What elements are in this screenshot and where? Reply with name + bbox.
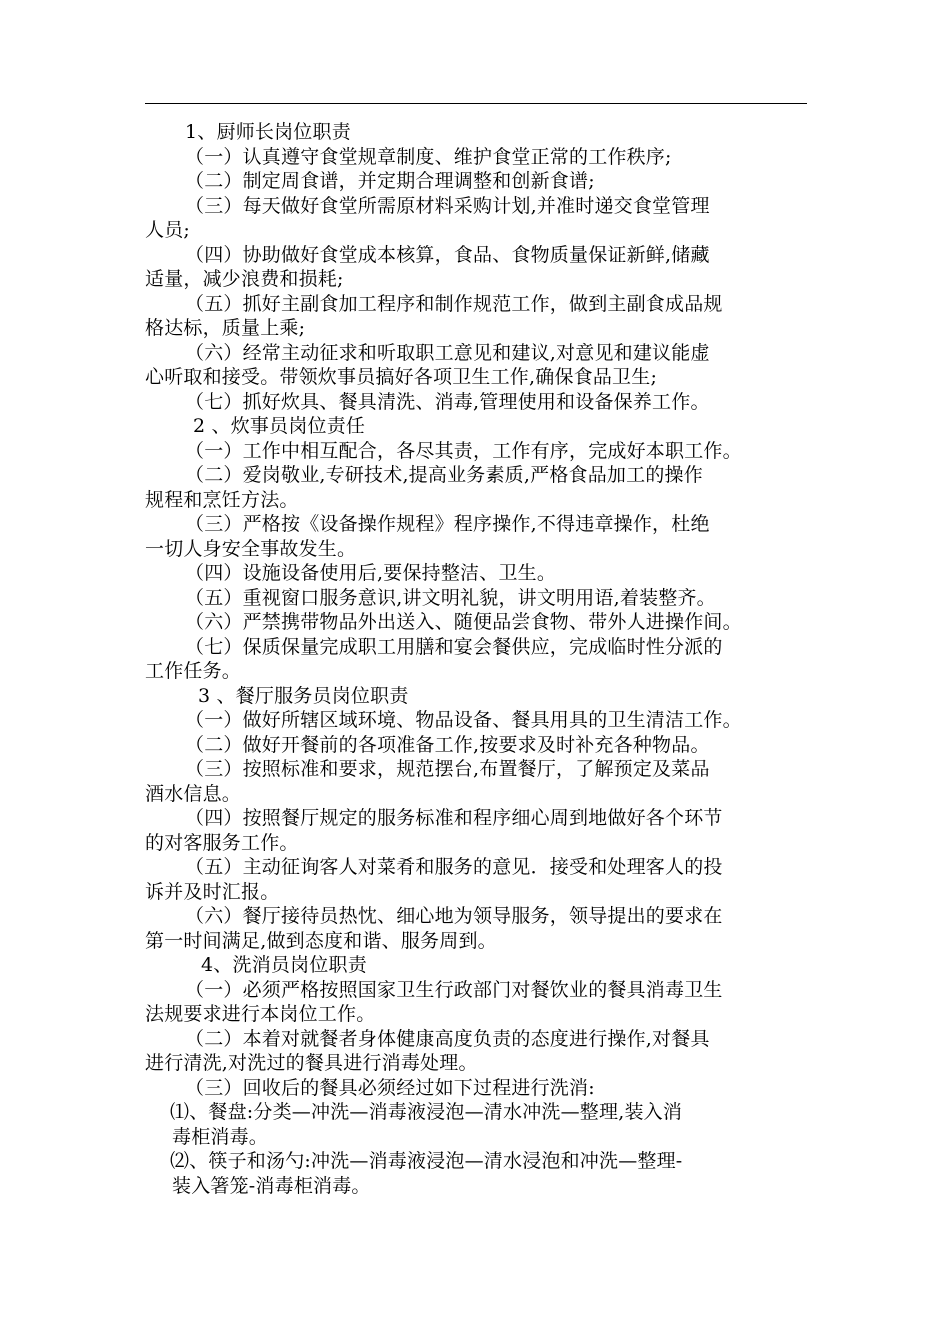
document-line: （一）认真遵守食堂规章制度、维护食堂正常的工作秩序; [185, 145, 672, 168]
document-line: 4、洗消员岗位职责 [201, 954, 367, 976]
document-line: 酒水信息。 [145, 782, 242, 805]
document-line: ⑴、餐盘:分类—冲洗—消毒液浸泡—清水冲洗—整理,装入消 [170, 1101, 683, 1123]
document-line: （二）爱岗敬业,专研技术,提高业务素质,严格食品加工的操作 [185, 464, 703, 486]
document-line: 法规要求进行本岗位工作。 [145, 1003, 376, 1025]
document-line: （二）本着对就餐者身体健康高度负责的态度进行操作,对餐具 [185, 1027, 710, 1050]
document-line: （三）回收后的餐具必须经过如下过程进行洗消: [185, 1076, 595, 1099]
document-line: 第一时间满足,做到态度和谐、服务周到。 [145, 929, 497, 952]
document-line: ⑵、筷子和汤勺:冲洗—消毒液浸泡—清水浸泡和冲洗—整理- [170, 1150, 683, 1172]
document-line: （二）做好开餐前的各项准备工作,按要求及时补充各种物品。 [185, 733, 710, 756]
document-line: （四）按照餐厅规定的服务标准和程序细心周到地做好各个环节 [185, 807, 723, 829]
document-line: 一切人身安全事故发生。 [145, 537, 357, 560]
document-body [145, 120, 815, 1198]
document-line: （三）每天做好食堂所需原材料采购计划,并准时递交食堂管理 [185, 194, 710, 217]
document-line: 心听取和接受。带领炊事员搞好各项卫生工作,确保食品卫生; [145, 366, 658, 388]
document-line: 格达标，质量上乘; [145, 317, 306, 339]
document-line: （一）必须严格按照国家卫生行政部门对餐饮业的餐具消毒卫生 [185, 978, 723, 1001]
document-line: （六）经常主动征求和听取职工意见和建议,对意见和建议能虚 [185, 341, 710, 364]
document-line: 3 、餐厅服务员岗位职责 [198, 684, 409, 707]
document-line: （一）工作中相互配合，各尽其责，工作有序，完成好本职工作。 [185, 439, 742, 462]
document-line: （四）协助做好食堂成本核算，食品、食物质量保证新鲜,储藏 [185, 243, 710, 266]
document-line: （三）按照标准和要求，规范摆台,布置餐厅，了解预定及菜品 [185, 758, 710, 780]
document-line: （三）严格按《设备操作规程》程序操作,不得违章操作，杜绝 [185, 513, 710, 535]
document-line: 进行清洗,对洗过的餐具进行消毒处理。 [145, 1052, 478, 1074]
header-rule [145, 103, 807, 104]
document-line: 诉并及时汇报。 [145, 880, 280, 903]
document-line: （五）重视窗口服务意识,讲文明礼貌，讲文明用语,着装整齐。 [185, 586, 716, 609]
document-line: 工作任务。 [145, 660, 242, 682]
document-line: 适量，减少浪费和损耗; [145, 268, 344, 290]
document-line: （七）抓好炊具、餐具清洗、消毒,管理使用和设备保养工作。 [185, 390, 710, 413]
document-line: （五）主动征询客人对菜肴和服务的意见．接受和处理客人的投 [185, 856, 723, 878]
document-line: 1、厨师长岗位职责 [185, 121, 351, 143]
document-line: （五）抓好主副食加工程序和制作规范工作，做到主副食成品规 [185, 292, 723, 315]
document-line: 毒柜消毒。 [172, 1125, 269, 1148]
document-line: 的对客服务工作。 [145, 831, 299, 854]
document-line: 规程和烹饪方法。 [145, 488, 299, 511]
document-line: （二）制定周食谱，并定期合理调整和创新食谱; [185, 170, 595, 192]
document-line: （一）做好所辖区域环境、物品设备、餐具用具的卫生清洁工作。 [185, 709, 742, 731]
document-line: （六）严禁携带物品外出送入、随便品尝食物、带外人进操作间。 [185, 611, 742, 633]
document-line: 人员; [145, 219, 191, 241]
document-line: （六）餐厅接待员热忱、细心地为领导服务，领导提出的要求在 [185, 905, 723, 927]
document-line: 2 、炊事员岗位责任 [193, 415, 366, 437]
document-line: （七）保质保量完成职工用膳和宴会餐供应，完成临时性分派的 [185, 635, 723, 658]
document-line: （四）设施设备使用后,要保持整洁、卫生。 [185, 562, 557, 584]
document-line: 装入箸笼-消毒柜消毒。 [172, 1174, 371, 1197]
